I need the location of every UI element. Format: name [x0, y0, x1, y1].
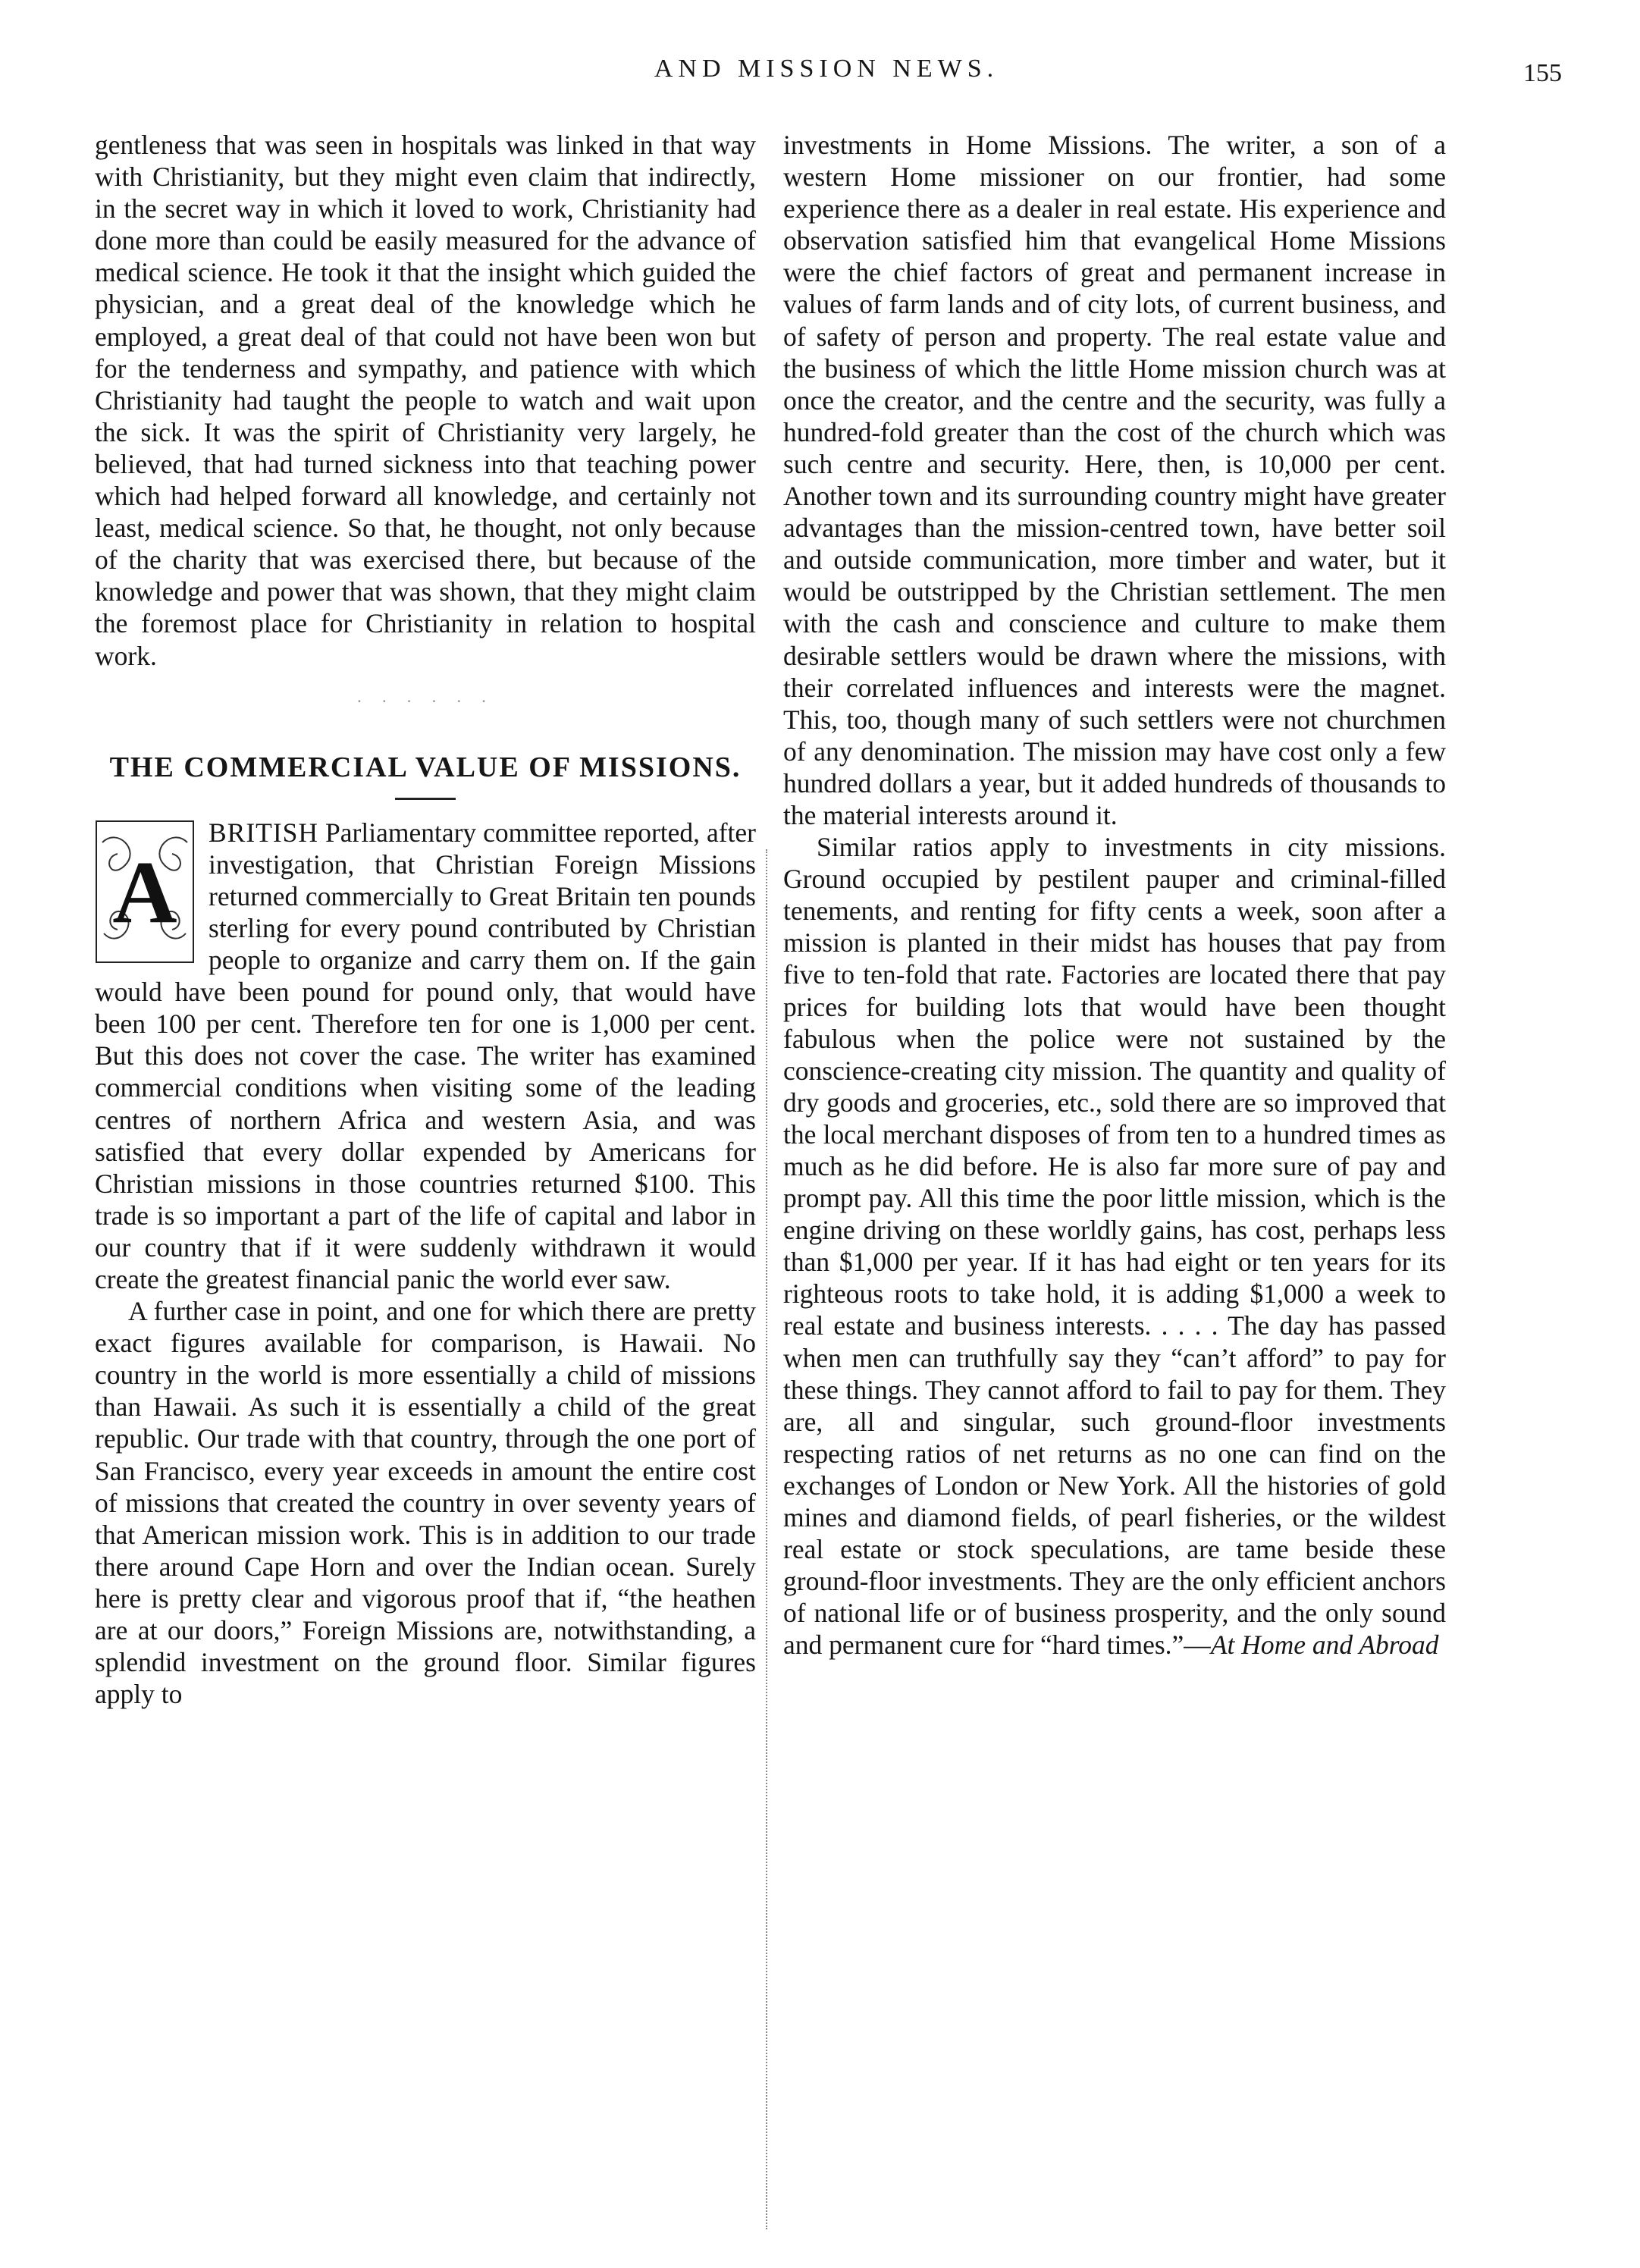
dropcap-ornament-icon — [95, 820, 195, 964]
ornamental-dropcap — [95, 820, 195, 964]
article-paragraph-2: A further case in point, and one for which there are pretty exact figures available for comparison, is Hawaii. No country in the world is more essentially a child of missions than Hawaii. As such it is essentially a child of the great republic. Our trade with that country, through the one port of San Francisco, every year exceeds in amount the entire cost of missions that created the country in over seventy years of that American mission work. This is in addition to our trade there around Cape Horn and over the Indian ocean. Surely here is pretty clear and vigorous proof that if, “the heathen are at our doors,” Foreign Missions are, notwithstanding, a splendid investment on the ground floor. Similar figures apply to — [95, 1296, 756, 1710]
article-paragraph-3 — [783, 831, 1446, 1661]
page-number: 155 — [1523, 59, 1562, 87]
paragraph-1-text: Parliamentary committee reported, after investigation, that Christian Foreign Missions returned commercially to Great Britain ten pounds sterling for every pound contributed by Christian people to organize and carry them on. If the gain would have been pound for pound only, that would have been 100 per cent. Therefore ten for one is 1,000 per cent. But this does not cover the case. The writer has examined commercial conditions when visiting some of the leading centres of northern Africa and western Asia, and was satisfied that every dollar expended by Americans for Christian missions in those countries returned $100. This trade is so important a part of the life of capital and labor in our country that if it were suddenly withdrawn it would create the greatest financial panic the world ever saw. — [95, 817, 756, 1294]
left-column — [95, 129, 756, 1710]
column-divider — [766, 849, 767, 2229]
article-title: THE COMMERCIAL VALUE OF MISSIONS. — [109, 751, 742, 783]
continued-paragraph-right: investments in Home Missions. The writer, a son of a western Home missioner on our frontier, had some experience there as a dealer in real estate. His experience and observation satisfied him that evangelical Home Missions were the chief factors of great and permanent increase in values of farm lands and of city lots, of current business, and of safety of person and property. The real estate value and the business of which the little Home mission church was at once the creator, and the centre and the security, was fully a hundred-fold greater than the cost of the church which was such centre and security. Here, then, is 10,000 per cent. Another town and its surrounding country might have greater advantages than the mission-centred town, have better soil and outside communication, more timber and water, but it would be outstripped by the Christian settlement. The men with the cash and conscience and culture to make them desirable settlers would be drawn where the missions, with their correlated influences and interests were the magnet. This, too, though many of such settlers were not churchmen of any denomination. The mission may have cost only a few hundred dollars a year, but it added hundreds of thousands to the material interests around it. — [783, 130, 1446, 830]
running-head — [91, 55, 1562, 100]
title-rule — [395, 798, 456, 800]
continued-paragraph-left: gentleness that was seen in hospitals was linked in that way with Christianity, but they might even claim that indirectly, in the secret way in which it loved to work, Christianity had done more than could be easily measured for the advance of medical science. He took it that the insight which guided the physician, and a great deal of the knowledge which he employed, a great deal of that could not have been won but for the tenderness and sympathy, and patience with which Christianity had taught the people to watch and wait upon the sick. It was the spirit of Christianity very largely, he believed, that had turned sickness into that teaching power which had helped forward all knowledge, and certainly not least, medical science. So that, he thought, not only because of the charity that was exercised there, but because of the knowledge and power that was shown, that they might claim the foremost place for Christianity in relation to hospital work. — [95, 130, 756, 671]
running-title: AND MISSION NEWS. — [654, 55, 999, 83]
first-word: BRITISH — [209, 817, 319, 848]
dropcap-letter: A — [112, 842, 177, 942]
paragraph-3-text: Similar ratios apply to investments in city missions. Ground occupied by pestilent pauper and criminal-filled tenements, and renting for fifty cents a week, soon after a mission is planted in their midst has houses that pay from five to ten-fold that rate. Factories are located there that pay prices for building lots that would have been thought fabulous when the police were not sustained by the conscience-creating city mission. The quantity and quality of dry goods and groceries, etc., sold there are so improved that the local merchant disposes of from ten to a hundred times as much as he did before. He is also far more sure of pay and prompt pay. All this time the poor little mission, which is the engine driving on these worldly gains, has cost, perhaps less than $1,000 per year. If it has had eight or ten years for its righteous roots to take hold, it is adding $1,000 a week to real estate and business interests. . . . . The day has passed when men can truthfully say they “can’t afford” to pay for these things. They cannot afford to fail to pay for them. They are, all and singular, such ground-floor investments respecting ratios of net returns as no one can find on the exchanges of London or New York. All the histories of gold mines and diamond fields, of pearl fisheries, or the wildest real estate or stock speculations, are tame beside these ground-floor investments. They are the only efficient anchors of national life or of business prosperity, and the only sound and permanent cure for “hard times.”— — [783, 832, 1446, 1661]
right-column — [783, 129, 1446, 1661]
section-separator: · · · · · · — [356, 691, 494, 711]
source-credit: At Home and Abroad — [1210, 1630, 1439, 1661]
